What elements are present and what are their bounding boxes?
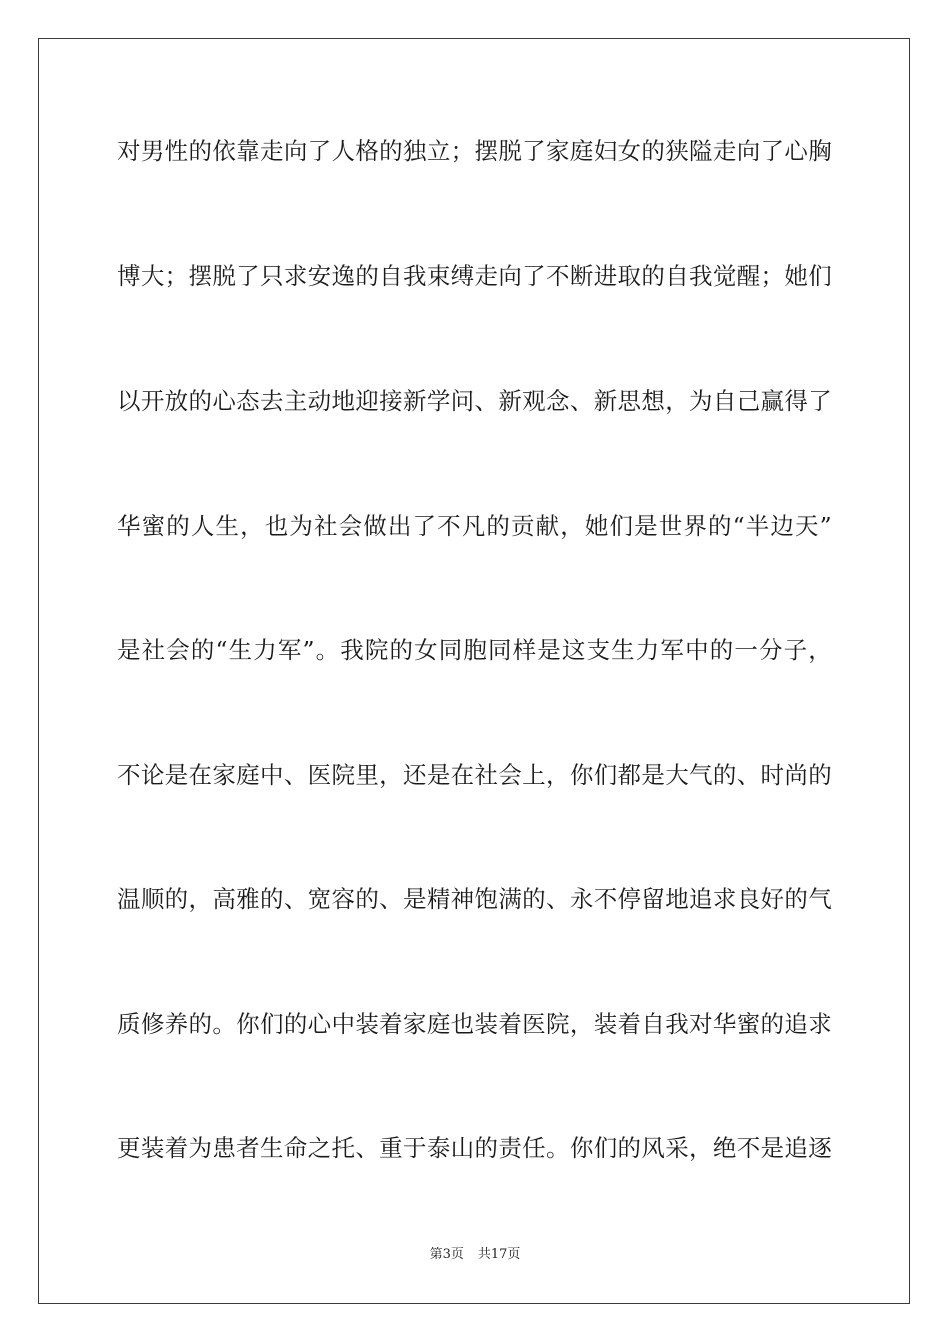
body-text-line-7: 温顺的，高雅的、宽容的、是精神饱满的、永不停留地追求良好的气 xyxy=(117,885,832,913)
total-page-count: 共17页 xyxy=(477,1247,521,1262)
body-text-line-1: 对男性的依靠走向了人格的独立；摆脱了家庭妇女的狭隘走向了心胸 xyxy=(117,137,832,165)
page-border xyxy=(38,38,910,1304)
body-text-line-2: 博大；摆脱了只求安逸的自我束缚走向了不断进取的自我觉醒；她们 xyxy=(117,262,832,290)
body-text-line-4: 华蜜的人生，也为社会做出了不凡的贡献，她们是世界的“半边天” xyxy=(117,512,832,540)
body-text-line-5: 是社会的“生力军”。我院的女同胞同样是这支生力军中的一分子， xyxy=(117,636,832,664)
body-text-line-3: 以开放的心态去主动地迎接新学问、新观念、新思想，为自己赢得了 xyxy=(117,387,832,415)
current-page-number: 第3页 xyxy=(429,1247,464,1262)
body-text-line-8: 质修养的。你们的心中装着家庭也装着医院，装着自我对华蜜的追求 xyxy=(117,1010,832,1038)
page-footer xyxy=(0,1246,950,1264)
body-text-line-9: 更装着为患者生命之托、重于泰山的责任。你们的风采，绝不是追逐 xyxy=(117,1134,832,1162)
body-text-line-6: 不论是在家庭中、医院里，还是在社会上，你们都是大气的、时尚的 xyxy=(117,761,832,789)
